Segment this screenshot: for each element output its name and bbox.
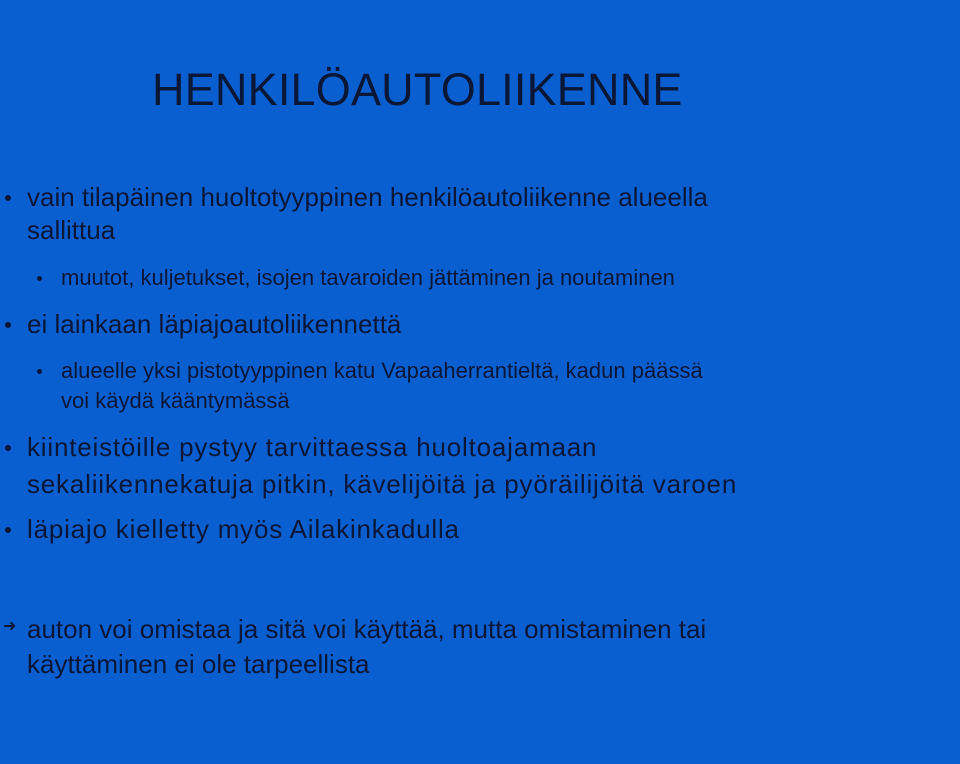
sub-bullet-dot-icon bbox=[37, 369, 42, 374]
sub-bullet-dot-icon bbox=[37, 276, 42, 281]
arrow-bullet-line-1: auton voi omistaa ja sitä voi käyttää, mutta omistaminen tai bbox=[27, 614, 707, 644]
bullet-4-line-1: läpiajo kielletty myös Ailakinkadulla bbox=[27, 514, 460, 544]
bullet-dot-icon bbox=[5, 445, 11, 451]
sub-bullet-2-line-1: alueelle yksi pistotyyppinen katu Vapaaherrantieltä, kadun päässä bbox=[61, 358, 703, 383]
bullet-1 bbox=[27, 181, 708, 247]
bullet-dot-icon bbox=[5, 195, 11, 201]
bullet-1-line-2: sallittua bbox=[27, 215, 116, 245]
arrow-right-icon: ➜ bbox=[3, 618, 17, 635]
bullet-dot-icon bbox=[5, 527, 11, 533]
bullet-2-line-1: ei lainkaan läpiajoautoliikennettä bbox=[27, 309, 402, 339]
bullet-2 bbox=[27, 308, 401, 341]
arrow-bullet bbox=[3, 612, 707, 682]
bullet-3-line-2: sekaliikennekatuja pitkin, kävelijöitä ja pyöräilijöitä varoen bbox=[27, 469, 738, 499]
bullet-3 bbox=[27, 429, 737, 503]
sub-bullet-2 bbox=[61, 356, 703, 416]
bullet-3-line-1: kiinteistöille pystyy tarvittaessa huoltoajamaan bbox=[27, 432, 598, 462]
bullet-dot-icon bbox=[5, 322, 11, 328]
sub-bullet-1 bbox=[61, 263, 675, 293]
slide-title: HENKILÖAUTOLIIKENNE bbox=[152, 64, 683, 115]
sub-bullet-1-line-1: muutot, kuljetukset, isojen tavaroiden jättäminen ja noutaminen bbox=[61, 265, 675, 290]
bullet-4 bbox=[27, 513, 460, 546]
arrow-bullet-line-2: käyttäminen ei ole tarpeellista bbox=[27, 649, 370, 679]
sub-bullet-2-line-2: voi käydä kääntymässä bbox=[61, 388, 290, 413]
bullet-1-line-1: vain tilapäinen huoltotyyppinen henkilöautoliikenne alueella bbox=[27, 182, 708, 212]
